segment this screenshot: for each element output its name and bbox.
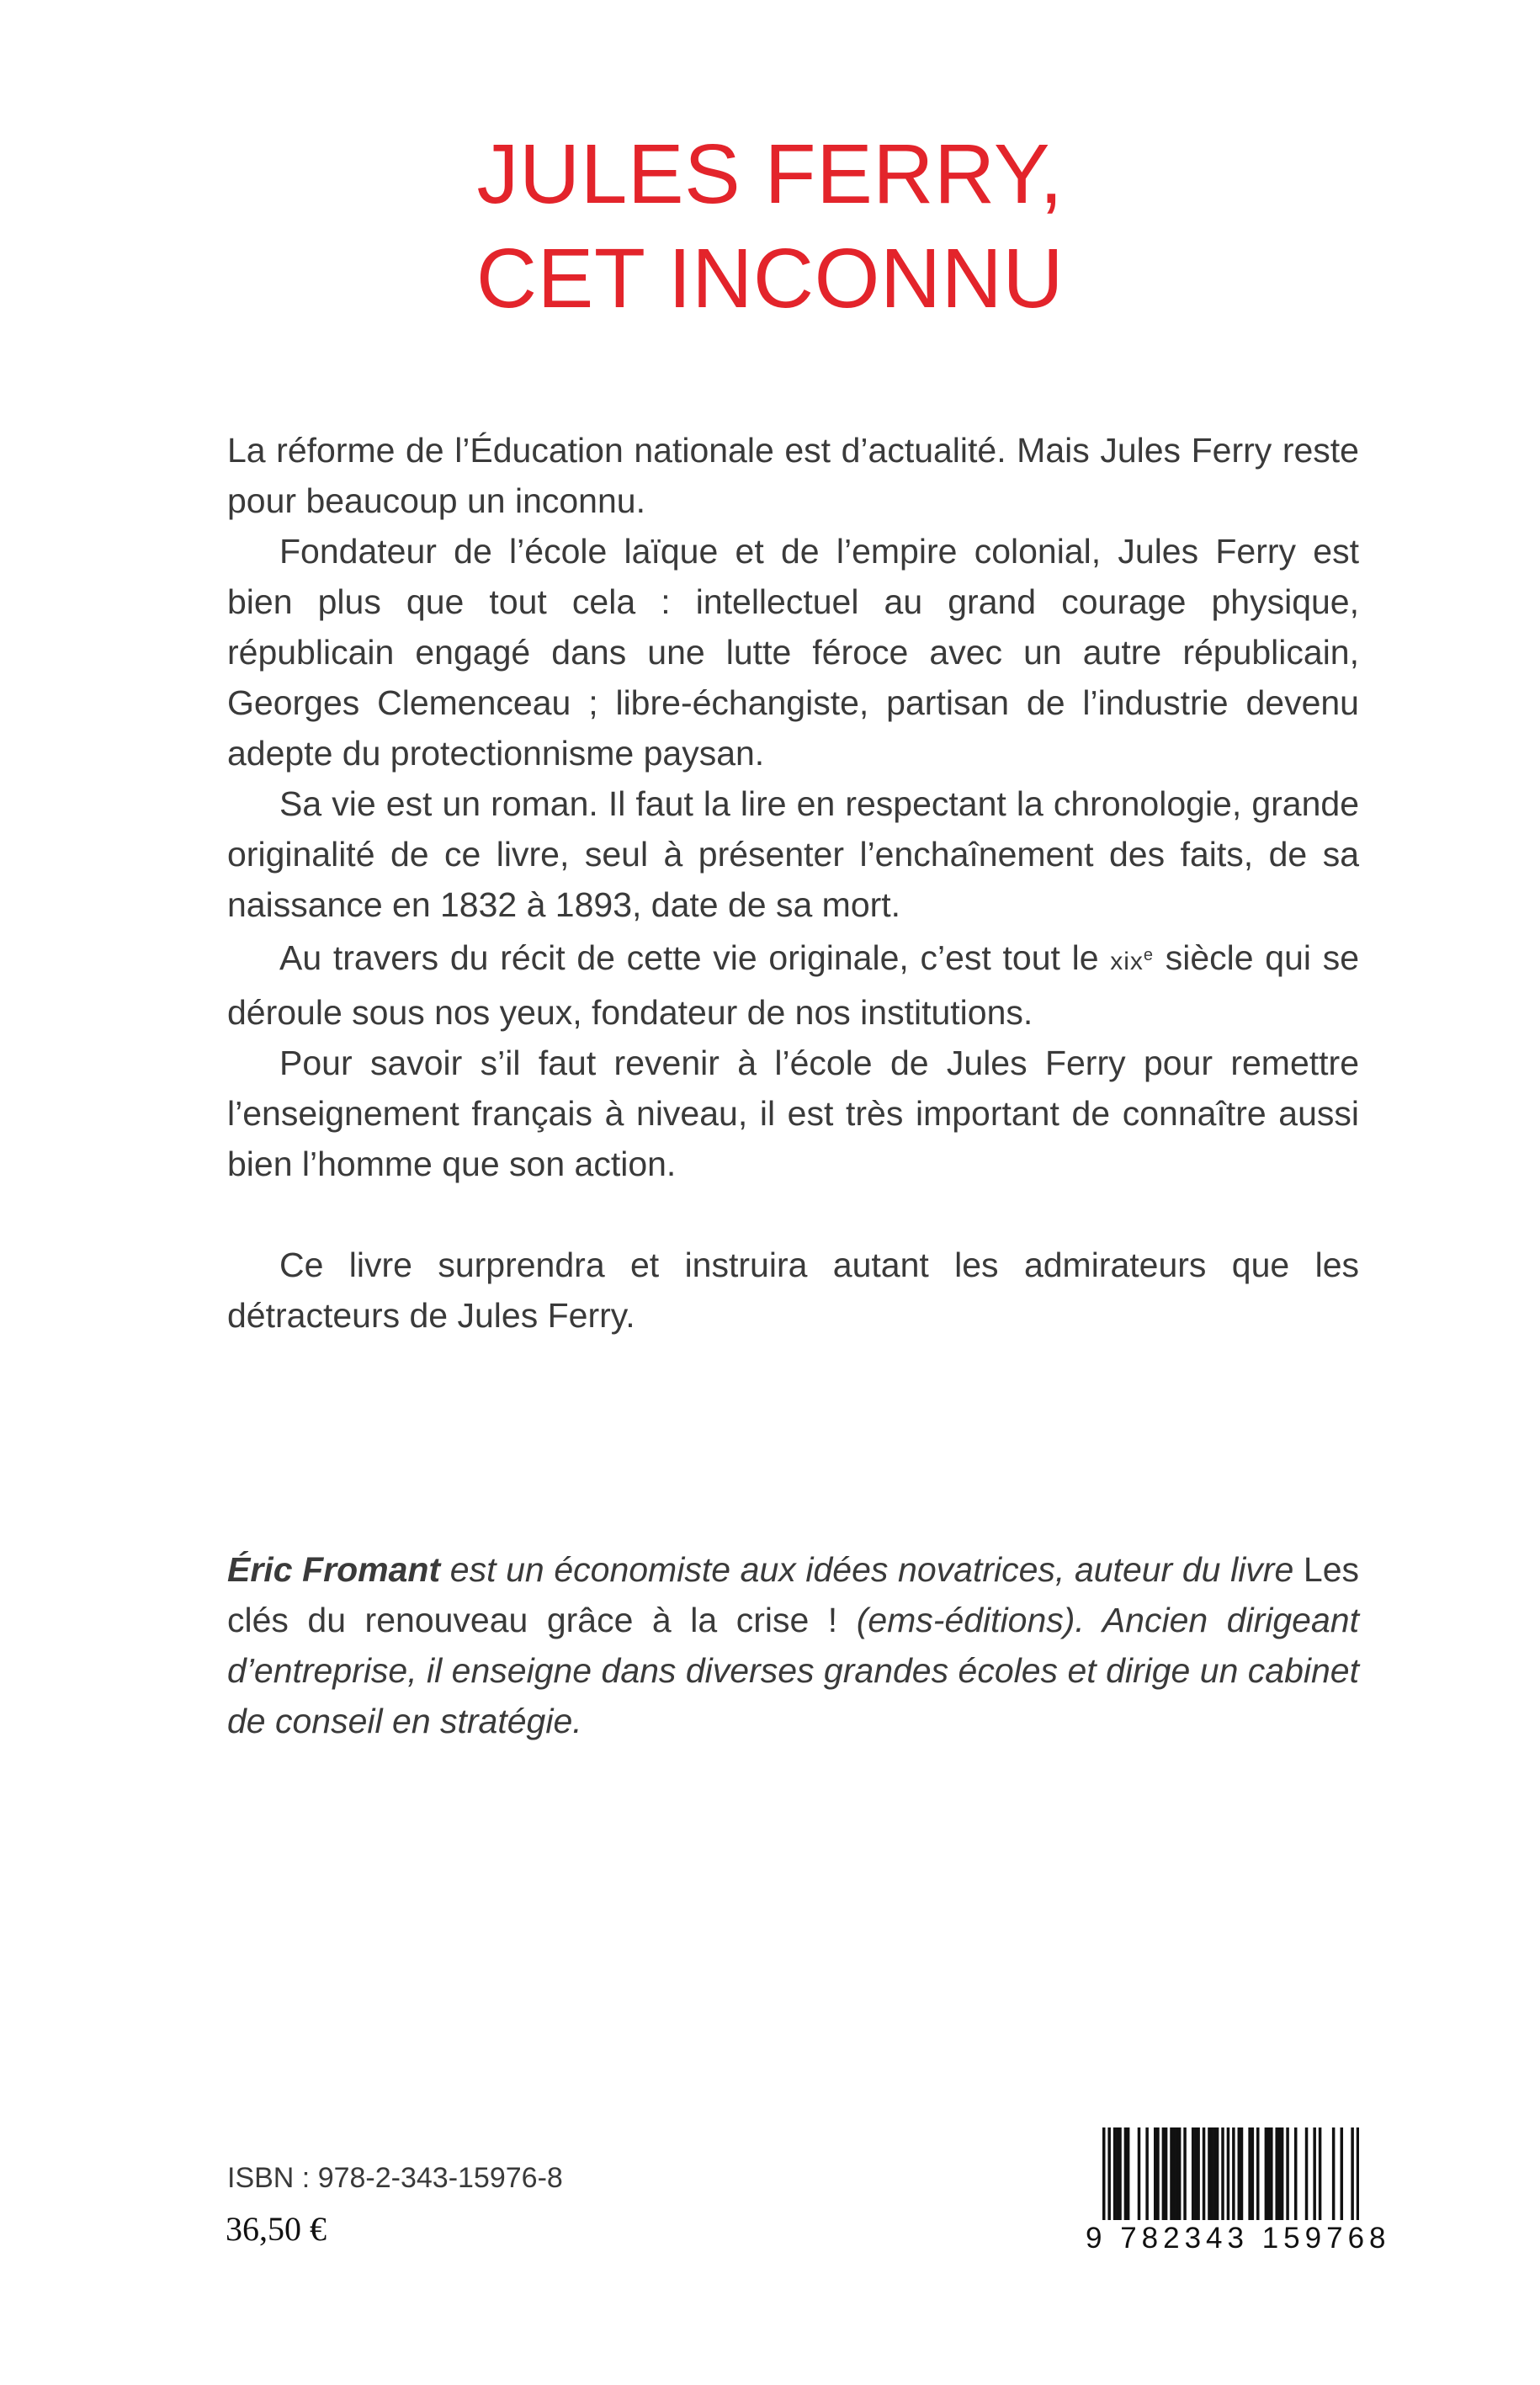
barcode-bar xyxy=(1341,2127,1344,2220)
barcode-bar xyxy=(1156,2127,1160,2220)
barcode-bar xyxy=(1170,2127,1173,2220)
barcode-bar xyxy=(1216,2127,1219,2220)
author-book-title: Les clés du renouveau grâce à la crise ! xyxy=(227,1550,1359,1639)
description-closing: Ce livre surprendra et instruira autant les admirateurs que les détracteurs de Jules Ferry. xyxy=(227,1246,1359,1335)
barcode-bar xyxy=(1248,2127,1251,2220)
barcode-bar xyxy=(1238,2127,1241,2220)
book-title-line-1: JULES FERRY, xyxy=(476,127,1064,221)
barcode-bar xyxy=(1172,2127,1176,2220)
book-title xyxy=(0,122,1540,331)
barcode-bar xyxy=(1270,2127,1273,2220)
description-paragraph-2: Fondateur de l’école laïque et de l’empire colonial, Jules Ferry est bien plus que tout cela : intellectuel au grand courage physique, républicain engagé dans une lutte féroce avec un autre républicain, Georges Clemenceau ; libre-échangiste, partisan de l’industrie devenu adepte du protectionnisme paysan. xyxy=(227,532,1359,773)
barcode-bar xyxy=(1102,2127,1106,2220)
barcode-bar xyxy=(1127,2127,1130,2220)
barcode-bar xyxy=(1305,2127,1309,2220)
barcode-bar xyxy=(1138,2127,1141,2220)
century-roman-numeral: xix xyxy=(1110,948,1144,975)
barcode-bar xyxy=(1294,2127,1298,2220)
barcode-bar xyxy=(1194,2127,1197,2220)
barcode-bar xyxy=(1176,2127,1179,2220)
barcode-bar xyxy=(1213,2127,1217,2220)
barcode-bar xyxy=(1203,2127,1206,2220)
barcode-bar xyxy=(1251,2127,1255,2220)
barcode-bar xyxy=(1313,2127,1316,2220)
century-ordinal: e xyxy=(1143,946,1155,964)
barcode-bar xyxy=(1275,2127,1278,2220)
barcode-bar xyxy=(1232,2127,1235,2220)
description-paragraph-4 xyxy=(227,930,1359,1038)
barcode-bar xyxy=(1256,2127,1260,2220)
author-bio xyxy=(227,1544,1359,1746)
isbn: ISBN : 978-2-343-15976-8 xyxy=(227,2162,563,2194)
barcode-bar xyxy=(1208,2127,1211,2220)
barcode-bar xyxy=(1210,2127,1213,2220)
barcode-bar xyxy=(1281,2127,1284,2220)
book-description xyxy=(227,425,1359,1341)
barcode-bar xyxy=(1124,2127,1128,2220)
barcode-bar xyxy=(1227,2127,1230,2220)
barcode-bar xyxy=(1351,2127,1354,2220)
barcode-digits: 9 782343 159768 xyxy=(1086,2222,1391,2255)
barcode-bar xyxy=(1240,2127,1244,2220)
author-name: Éric Fromant xyxy=(227,1550,441,1589)
barcode-bar xyxy=(1107,2127,1111,2220)
barcode-bar xyxy=(1192,2127,1195,2220)
barcode-bar xyxy=(1178,2127,1182,2220)
author-bio-text-2: (ems-éditions). Ancien dirigeant d’entreprise, il enseigne dans diverses grandes écoles et dirige un cabinet de conseil en stratégie. xyxy=(227,1601,1359,1740)
barcode-bar xyxy=(1332,2127,1336,2220)
description-paragraph-3: Sa vie est un roman. Il faut la lire en respectant la chronologie, grande originalité de ce livre, seul à présenter l’enchaînement des faits, de sa naissance en 1832 à 1893, date de sa mort. xyxy=(227,784,1359,924)
barcode-bar xyxy=(1267,2127,1271,2220)
barcode-bars xyxy=(1102,2127,1359,2220)
barcode-bar xyxy=(1145,2127,1149,2220)
barcode-bar xyxy=(1197,2127,1200,2220)
barcode-bar xyxy=(1278,2127,1282,2220)
paragraph-4-text-start: Au travers du récit de cette vie originale, c’est tout le xyxy=(279,938,1111,977)
barcode-bar xyxy=(1319,2127,1322,2220)
price: 36,50 € xyxy=(226,2210,327,2248)
century-label xyxy=(1110,948,1154,975)
barcode-bar xyxy=(1221,2127,1224,2220)
barcode-bar xyxy=(1357,2127,1359,2220)
barcode-bar xyxy=(1165,2127,1168,2220)
barcode-bar xyxy=(1154,2127,1157,2220)
description-paragraph-1: La réforme de l’Éducation nationale est d’actualité. Mais Jules Ferry reste pour beaucoup un inconnu. xyxy=(227,431,1359,520)
book-title-line-2: CET INCONNU xyxy=(475,231,1065,326)
barcode-bar xyxy=(1113,2127,1117,2220)
paragraph-4-text-end: siècle qui se déroule sous nos yeux, fondateur de nos institutions. xyxy=(227,938,1360,1032)
barcode-bar xyxy=(1116,2127,1119,2220)
barcode-bar xyxy=(1265,2127,1268,2220)
author-bio-text-1: est un économiste aux idées novatrices, auteur du livre xyxy=(440,1550,1304,1589)
description-paragraph-5: Pour savoir s’il faut revenir à l’école de Jules Ferry pour remettre l’enseignement français à niveau, il est très important de connaître aussi bien l’homme que son action. xyxy=(227,1044,1359,1183)
barcode-bar xyxy=(1286,2127,1289,2220)
barcode-bar xyxy=(1183,2127,1187,2220)
barcode-bar xyxy=(1118,2127,1122,2220)
barcode-bar xyxy=(1162,2127,1166,2220)
